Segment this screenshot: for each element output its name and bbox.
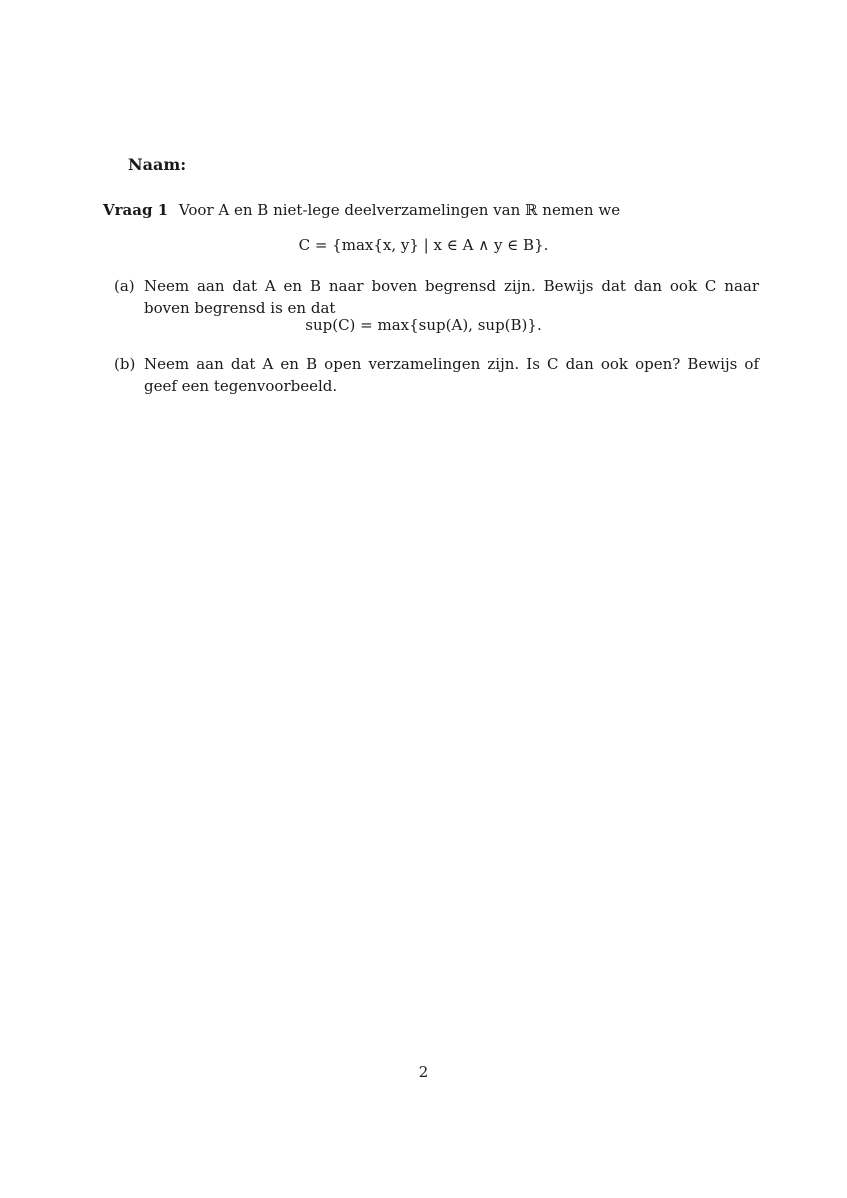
set-definition-equation: C = {max{x, y} | x ∈ A ∧ y ∈ B}. [298, 236, 549, 254]
part-b-label: (b) [114, 355, 136, 373]
part-a-text: Neem aan dat A en B naar boven begrensd zijn. Bewijs dat dan ook C naar boven begrensd is en dat [144, 277, 759, 317]
part-b [114, 353, 759, 397]
part-b-text: Neem aan dat A en B open verzamelingen zijn. Is C dan ook open? Bewijs of geef een tegenvoorbeeld. [144, 355, 759, 395]
question-intro [103, 199, 758, 221]
name-label: Naam: [128, 155, 187, 174]
part-a-label: (a) [114, 277, 135, 295]
page-number: 2 [418, 1063, 429, 1081]
question-intro-text: Voor A en B niet-lege deelverzamelingen van ℝ nemen we [178, 201, 621, 219]
part-a [114, 275, 759, 319]
question-label: Vraag 1 [103, 201, 169, 219]
supremum-equation: sup(C) = max{sup(A), sup(B)}. [305, 316, 542, 334]
